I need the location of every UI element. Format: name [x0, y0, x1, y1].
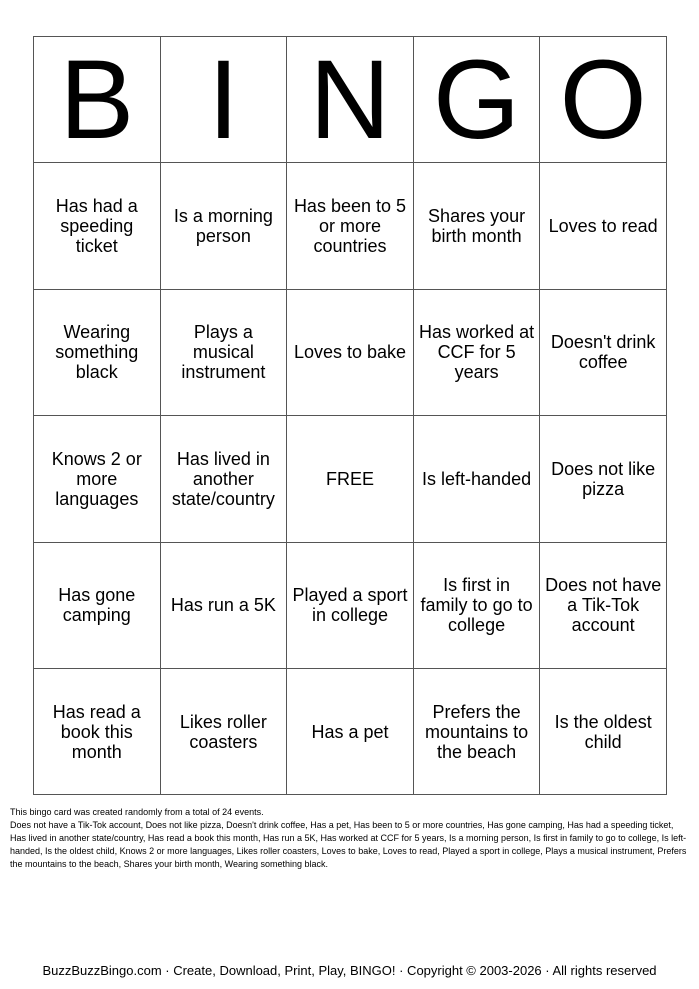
bingo-row-2: [34, 289, 667, 415]
bingo-cell: Is left-handed: [413, 416, 540, 542]
bingo-cell: Wearing something black: [34, 289, 161, 415]
bingo-cell: Doesn't drink coffee: [540, 289, 667, 415]
bingo-cell: Has had a speeding ticket: [34, 163, 161, 289]
bingo-letter-o: O: [540, 37, 667, 163]
bingo-cell: Has a pet: [287, 668, 414, 794]
bingo-free-space: FREE: [287, 416, 414, 542]
bingo-letter-b: B: [34, 37, 161, 163]
card-info-event-list: Does not have a Tik-Tok account, Does not like pizza, Doesn't drink coffee, Has a pet, Has been to 5 or more countries, Has gone camping, Has had a speeding ticket, Has lived in another state/country, Has read a book this month, Has run a 5K, Has worked at CCF for 5 years, Is a morning person, Is first in family to go to college, Is left-handed, Is the oldest child, Knows 2 or more languages, Likes roller coasters, Loves to bake, Loves to read, Played a sport in college, Plays a musical instrument, Prefers the mountains to the beach, Shares your birth month, Wearing something black.: [10, 820, 687, 869]
bingo-cell: Does not have a Tik-Tok account: [540, 542, 667, 668]
bingo-cell: Prefers the mountains to the beach: [413, 668, 540, 794]
bingo-header-row: [34, 37, 667, 163]
bingo-cell: Has run a 5K: [160, 542, 287, 668]
bingo-cell: Is the oldest child: [540, 668, 667, 794]
bingo-cell: Is first in family to go to college: [413, 542, 540, 668]
bingo-cell: Likes roller coasters: [160, 668, 287, 794]
page-footer: BuzzBuzzBingo.com · Create, Download, Print, Play, BINGO! · Copyright © 2003-2026 · All rights reserved: [42, 963, 657, 978]
card-info: [10, 806, 690, 871]
card-info-summary: This bingo card was created randomly from a total of 24 events.: [10, 807, 264, 817]
bingo-cell: Has worked at CCF for 5 years: [413, 289, 540, 415]
bingo-row-1: [34, 163, 667, 289]
bingo-cell: Knows 2 or more languages: [34, 416, 161, 542]
bingo-letter-i: I: [160, 37, 287, 163]
bingo-cell: Has lived in another state/country: [160, 416, 287, 542]
bingo-cell: Has gone camping: [34, 542, 161, 668]
bingo-cell: Loves to bake: [287, 289, 414, 415]
bingo-cell: Has been to 5 or more countries: [287, 163, 414, 289]
bingo-cell: Plays a musical instrument: [160, 289, 287, 415]
bingo-row-3: [34, 416, 667, 542]
bingo-cell: Loves to read: [540, 163, 667, 289]
bingo-cell: Does not like pizza: [540, 416, 667, 542]
bingo-row-4: [34, 542, 667, 668]
bingo-card: [33, 36, 667, 795]
bingo-letter-n: N: [287, 37, 414, 163]
bingo-cell: Played a sport in college: [287, 542, 414, 668]
bingo-cell: Is a morning person: [160, 163, 287, 289]
bingo-row-5: [34, 668, 667, 794]
bingo-cell: Has read a book this month: [34, 668, 161, 794]
bingo-letter-g: G: [413, 37, 540, 163]
bingo-cell: Shares your birth month: [413, 163, 540, 289]
